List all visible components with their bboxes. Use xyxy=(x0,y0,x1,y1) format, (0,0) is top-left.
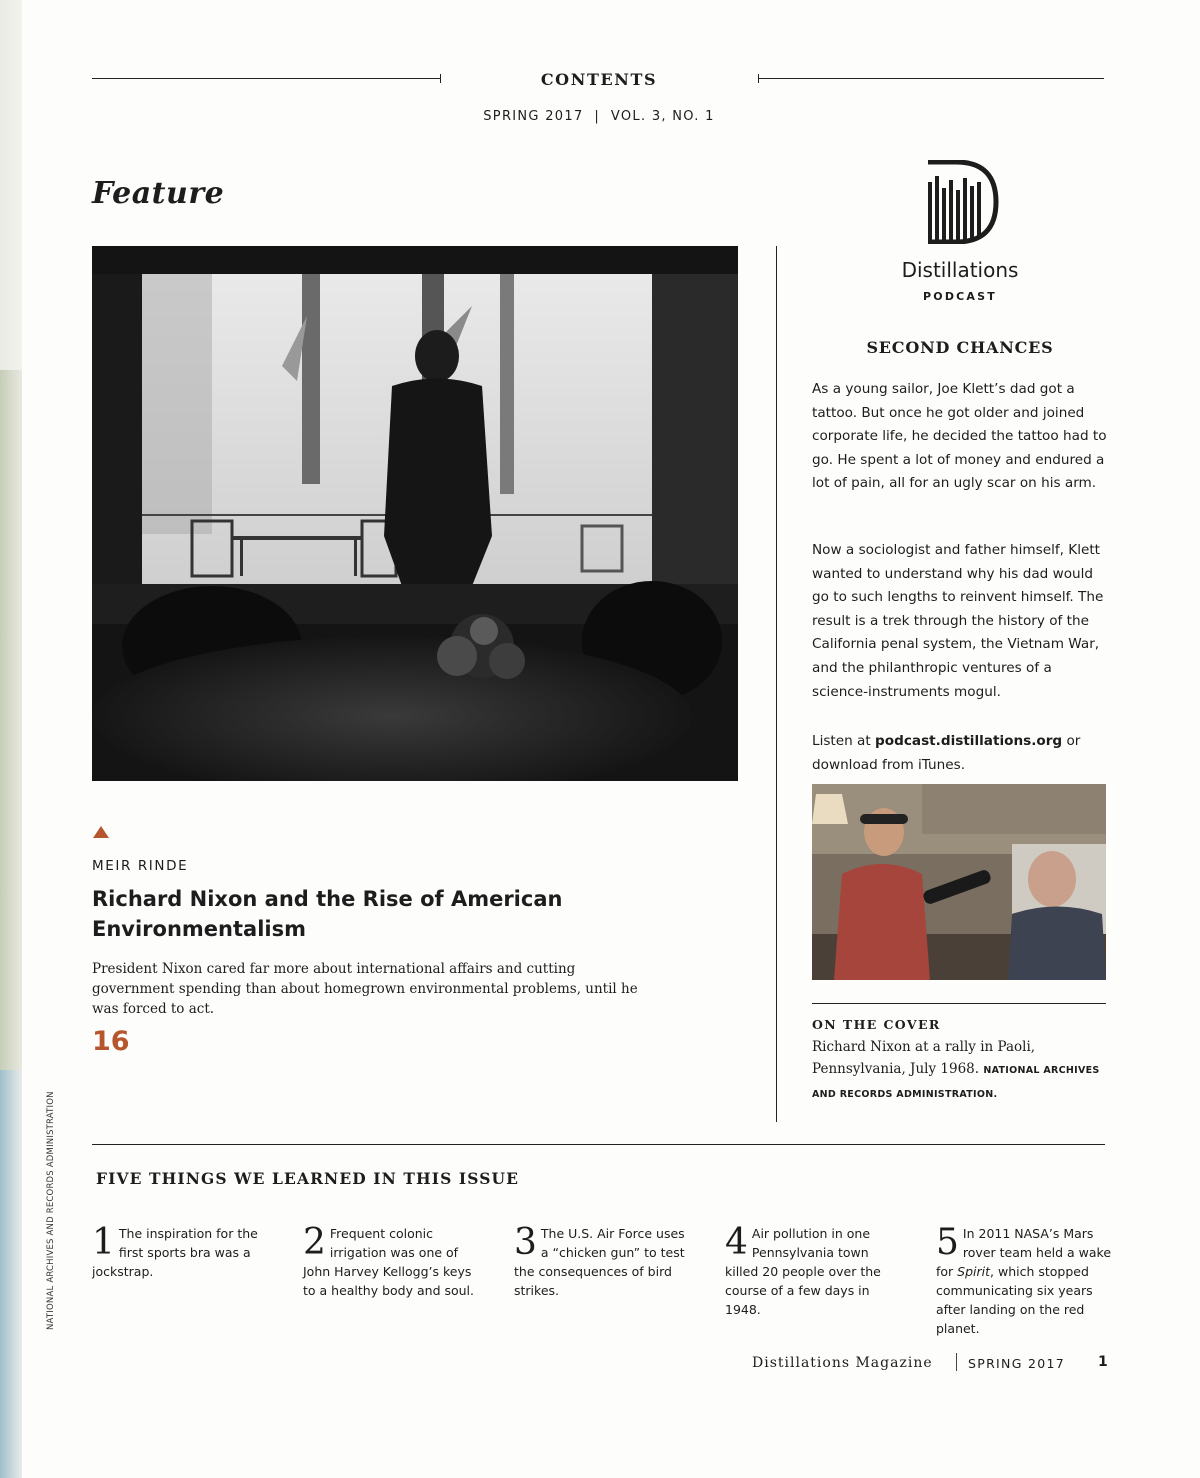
side-photo-credit: NATIONAL ARCHIVES AND RECORDS ADMINISTRATION xyxy=(46,1091,56,1330)
podcast-brand-subtitle: PODCAST xyxy=(923,290,997,303)
footer-page-number: 1 xyxy=(1098,1354,1108,1370)
page-spine xyxy=(0,0,22,1478)
podcast-listen-line: Listen at podcast.distillations.org or download from iTunes. xyxy=(812,733,1081,773)
fact-item: 2 Frequent colonic irrigation was one of John Harvey Kellogg’s keys to a healthy body and soul. xyxy=(303,1222,475,1298)
cover-label: ON THE COVER xyxy=(812,1017,941,1032)
fact-number: 1 xyxy=(92,1222,115,1263)
interview-photo xyxy=(812,784,1106,980)
footer-separator xyxy=(956,1353,957,1371)
podcast-photo[interactable] xyxy=(812,784,1106,980)
fact-item: 4 Air pollution in one Pennsylvania town killed 20 people over the course of a few days in 1948. xyxy=(725,1222,881,1317)
podcast-brand: Distillations xyxy=(901,258,1019,282)
feature-headline[interactable]: Richard Nixon and the Rise of American Environmentalism xyxy=(92,887,563,941)
podcast-paragraph-1: As a young sailor, Joe Klett’s dad got a tattoo. But once he got older and joined corporate life, he decided the tattoo had to go. He spent a lot of money and endured a lot of pain, all for an ugly scar on his arm. xyxy=(812,381,1107,492)
section-rule xyxy=(92,1144,1105,1145)
contents-heading: CONTENTS xyxy=(540,70,658,89)
footer-magazine: Distillations Magazine xyxy=(752,1355,933,1371)
issue-line: SPRING 2017 | VOL. 3, NO. 1 xyxy=(483,109,715,124)
podcast-link[interactable]: podcast.distillations.org xyxy=(875,733,1063,749)
podcast-episode-title: SECOND CHANCES xyxy=(866,338,1054,357)
fact-number: 5 xyxy=(936,1222,959,1263)
cover-rule xyxy=(812,1003,1106,1004)
fact-item: 5 In 2011 NASA’s Mars rover team held a wake for Spirit, which stopped communicating six years after landing on the red planet. xyxy=(936,1222,1112,1336)
distillations-logo-icon xyxy=(920,160,1000,244)
feature-author: MEIR RINDE xyxy=(92,858,189,874)
podcast-paragraph-2: Now a sociologist and father himself, Klett wanted to understand why his dad would go to such lengths to reinvent himself. The result is a trek through the history of the California penal system, the Vietnam War, and the philanthropic ventures of a science-instruments mogul. xyxy=(812,542,1104,700)
header-rule-right xyxy=(758,78,1104,79)
feature-dek: President Nixon cared far more about international affairs and cutting government spending than about homegrown environmental problems, until he was forced to act. xyxy=(92,961,638,1017)
header-rule-left xyxy=(92,78,440,79)
fact-item: 1 The inspiration for the first sports bra was a jockstrap. xyxy=(92,1222,258,1279)
feature-photo[interactable] xyxy=(92,246,738,781)
footer-season: SPRING 2017 xyxy=(968,1356,1065,1371)
cover-caption: Richard Nixon at a rally in Paoli, Pennsylvania, July 1968. NATIONAL ARCHIVES AND RECORDS ADMINISTRATION. xyxy=(812,1039,1100,1100)
fact-number: 2 xyxy=(303,1222,326,1263)
nixon-window-photo xyxy=(92,246,738,781)
five-things-title: FIVE THINGS WE LEARNED IN THIS ISSUE xyxy=(96,1169,520,1188)
triangle-marker-icon xyxy=(93,826,109,838)
feature-page-number[interactable]: 16 xyxy=(92,1026,130,1057)
header-rule-tick xyxy=(758,74,759,83)
column-divider xyxy=(776,246,777,1122)
fact-item: 3 The U.S. Air Force uses a “chicken gun” to test the consequences of bird strikes. xyxy=(514,1222,685,1298)
cover-credit: NATIONAL ARCHIVES AND RECORDS ADMINISTRATION. xyxy=(812,1065,1100,1100)
feature-heading: Feature xyxy=(92,176,225,211)
fact-number: 3 xyxy=(514,1222,537,1263)
fact-number: 4 xyxy=(725,1222,748,1263)
